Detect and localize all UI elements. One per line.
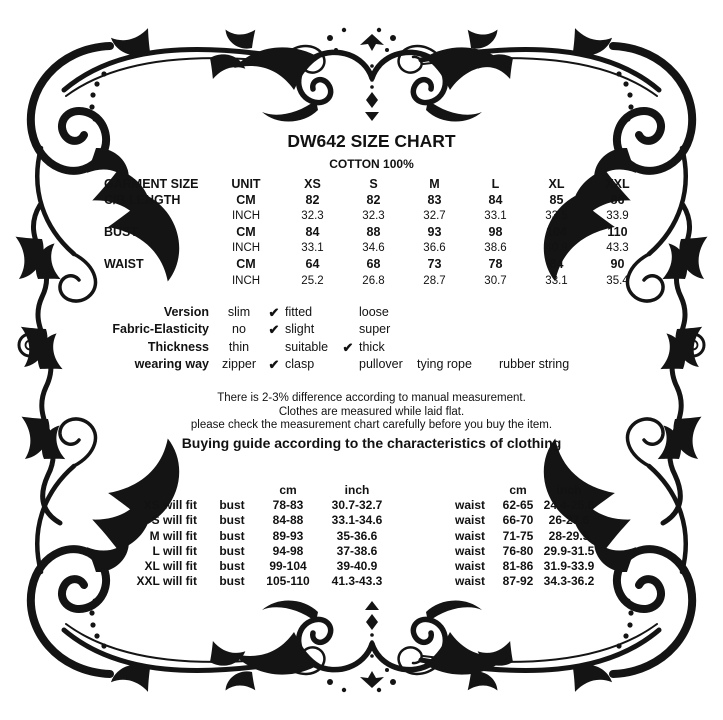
- empty-cell: [401, 529, 439, 544]
- option-cell: thick: [359, 339, 385, 354]
- column-header-inch: inch: [344, 483, 370, 497]
- column-header-size-xl: XL: [548, 177, 565, 191]
- value-cell: 41.3-43.3: [331, 574, 383, 589]
- buying-guide-heading: Buying guide according to the characteristics of clothing: [181, 435, 562, 452]
- column-header-inch: inch: [556, 483, 582, 497]
- note-line: please check the measurement chart carefully before you buy the item.: [190, 419, 553, 432]
- row-label: [95, 240, 210, 256]
- option-cell: [487, 304, 615, 321]
- option-cell: clasp: [285, 357, 315, 372]
- unit-cell: CM: [236, 257, 256, 272]
- row-label: XL will fit: [144, 559, 197, 574]
- check-slot: [263, 339, 285, 356]
- value-cell: 71-75: [502, 528, 534, 543]
- bust-label: bust: [219, 559, 245, 574]
- value-cell: 89-93: [272, 528, 304, 543]
- value-cell: 78: [488, 257, 503, 272]
- unit-cell: INCH: [231, 242, 261, 255]
- row-label: S will fit: [151, 513, 197, 528]
- value-cell: 86: [610, 193, 625, 208]
- value-cell: 34.6: [362, 242, 385, 255]
- value-cell: 30.7-32.7: [331, 498, 383, 513]
- value-cell: 90: [610, 257, 625, 272]
- value-cell: 37-38.6: [336, 543, 378, 558]
- option-cell: slight: [285, 322, 315, 337]
- fabric-subtitle: COTTON 100%: [329, 157, 414, 171]
- column-header-cm: cm: [509, 483, 527, 497]
- column-header-size-xxl: XXL: [605, 177, 630, 191]
- column-header-cm: cm: [279, 483, 297, 497]
- option-cell: fitted: [285, 305, 313, 319]
- measurement-notes: [95, 392, 648, 453]
- row-label: Version: [163, 305, 209, 319]
- column-header-garment-size: GARMENT SIZE: [104, 177, 199, 191]
- option-cell: [487, 321, 615, 338]
- note-line: Clothes are measured while laid flat.: [278, 405, 465, 418]
- value-cell: 110: [607, 225, 628, 240]
- bust-label: bust: [219, 574, 245, 589]
- waist-label: waist: [454, 528, 485, 543]
- value-cell: 84: [549, 257, 564, 272]
- option-cell: slim: [227, 305, 251, 319]
- value-cell: 34.3-36.2: [543, 574, 595, 589]
- value-cell: 73: [427, 257, 442, 272]
- fit-guide-table: [95, 483, 603, 589]
- column-header-size-m: M: [429, 177, 440, 191]
- row-label: C/B LENGTH: [104, 193, 181, 208]
- value-cell: 33.1: [484, 210, 507, 223]
- page-title: DW642 SIZE CHART: [287, 131, 456, 151]
- check-slot: [337, 304, 359, 321]
- waist-label: waist: [454, 559, 485, 574]
- value-cell: 28.7: [423, 274, 446, 287]
- value-cell: 33.1: [545, 274, 568, 287]
- value-cell: 87-92: [502, 574, 534, 589]
- option-cell: rubber string: [499, 357, 570, 372]
- value-cell: 82: [305, 193, 320, 208]
- row-label: BUST: [104, 225, 139, 240]
- value-cell: 32.7: [423, 210, 446, 223]
- value-cell: 98: [488, 225, 503, 240]
- characteristics-table: [95, 304, 615, 374]
- value-cell: 35.4: [606, 274, 629, 287]
- value-cell: 99-104: [269, 559, 307, 574]
- unit-cell: INCH: [231, 274, 261, 287]
- bust-label: bust: [219, 543, 245, 558]
- option-cell: tying rope: [417, 357, 472, 372]
- check-icon: ✔: [268, 305, 280, 320]
- unit-cell: CM: [236, 193, 256, 208]
- row-label: [95, 273, 210, 289]
- empty-cell: [401, 483, 439, 498]
- title-block: [95, 131, 648, 171]
- check-icon: ✔: [268, 357, 280, 373]
- value-cell: 24.4-25.6: [543, 498, 595, 513]
- value-cell: 94-98: [272, 543, 304, 558]
- unit-cell: INCH: [231, 210, 261, 223]
- value-cell: 88: [366, 225, 381, 240]
- value-cell: 39-40.9: [336, 559, 378, 574]
- value-cell: 105-110: [266, 574, 310, 589]
- row-label: M will fit: [149, 528, 197, 543]
- option-cell: suitable: [285, 339, 329, 354]
- waist-label: waist: [454, 498, 485, 513]
- column-header-size-s: S: [369, 177, 378, 191]
- value-cell: 26.8: [362, 274, 385, 287]
- option-cell: loose: [359, 305, 389, 319]
- row-label: wearing way: [134, 357, 209, 372]
- value-cell: 32.3: [301, 210, 324, 223]
- waist-label: waist: [454, 513, 485, 528]
- value-cell: 84: [488, 193, 503, 208]
- row-label: Fabric-Elasticity: [112, 322, 209, 337]
- value-cell: 28-29.5: [548, 528, 590, 543]
- check-icon: ✔: [268, 322, 280, 338]
- value-cell: 35-36.6: [336, 528, 378, 543]
- option-cell: pullover: [359, 357, 403, 372]
- value-cell: 62-65: [502, 498, 534, 513]
- value-cell: 25.2: [301, 274, 324, 287]
- check-icon: ✔: [342, 339, 354, 355]
- value-cell: 64: [305, 257, 320, 272]
- value-cell: 84: [305, 225, 320, 240]
- row-label: WAIST: [104, 257, 144, 272]
- column-header-size-l: L: [491, 177, 500, 191]
- empty-cell: [439, 483, 501, 498]
- option-cell: thin: [228, 339, 250, 354]
- unit-cell: CM: [236, 225, 256, 240]
- value-cell: 33.1: [301, 242, 324, 255]
- value-cell: 26-27.6: [548, 513, 590, 528]
- option-cell: [417, 339, 487, 356]
- empty-cell: [401, 574, 439, 589]
- value-cell: 78-83: [272, 498, 304, 513]
- bust-label: bust: [219, 528, 245, 543]
- value-cell: 31.9-33.9: [543, 559, 595, 574]
- waist-label: waist: [454, 543, 485, 558]
- value-cell: 36.6: [423, 242, 446, 255]
- option-cell: no: [232, 322, 246, 337]
- empty-cell: [201, 483, 263, 498]
- row-label: [95, 208, 210, 224]
- value-cell: 32.3: [362, 210, 385, 223]
- row-label: XS will fit: [143, 498, 197, 513]
- check-slot: [337, 321, 359, 338]
- value-cell: 30.7: [484, 274, 507, 287]
- value-cell: 40.9: [545, 242, 568, 255]
- value-cell: 85: [549, 193, 564, 208]
- size-measurement-table: [95, 176, 648, 289]
- option-cell: [487, 339, 615, 356]
- value-cell: 82: [366, 193, 381, 208]
- option-cell: [417, 304, 487, 321]
- note-line: There is 2-3% difference according to manual measurement.: [217, 392, 526, 404]
- check-slot: [337, 356, 359, 373]
- value-cell: 66-70: [502, 513, 534, 528]
- row-label: L will fit: [152, 543, 197, 558]
- value-cell: 29.9-31.5: [543, 543, 595, 558]
- value-cell: 93: [427, 225, 442, 240]
- empty-cell: [401, 498, 439, 513]
- bust-label: bust: [219, 513, 245, 528]
- value-cell: 33.5: [545, 210, 568, 223]
- value-cell: 104: [546, 225, 567, 240]
- value-cell: 84-88: [272, 513, 304, 528]
- row-label: Thickness: [147, 339, 209, 354]
- value-cell: 33.9: [606, 210, 629, 223]
- value-cell: 68: [366, 257, 381, 272]
- value-cell: 83: [427, 193, 442, 208]
- value-cell: 43.3: [606, 242, 629, 255]
- value-cell: 38.6: [484, 242, 507, 255]
- empty-cell: [401, 513, 439, 528]
- value-cell: 76-80: [502, 543, 534, 558]
- empty-cell: [401, 559, 439, 574]
- option-cell: super: [359, 322, 391, 337]
- empty-cell: [401, 544, 439, 559]
- option-cell: zipper: [221, 357, 257, 372]
- row-label: XXL will fit: [136, 574, 197, 589]
- bust-label: bust: [219, 498, 245, 513]
- option-cell: [417, 321, 487, 338]
- column-header-unit: UNIT: [231, 177, 261, 191]
- value-cell: 81-86: [502, 559, 534, 574]
- waist-label: waist: [454, 574, 485, 589]
- column-header-size-xs: XS: [304, 177, 321, 191]
- value-cell: 33.1-34.6: [331, 513, 383, 528]
- empty-cell: [95, 483, 201, 498]
